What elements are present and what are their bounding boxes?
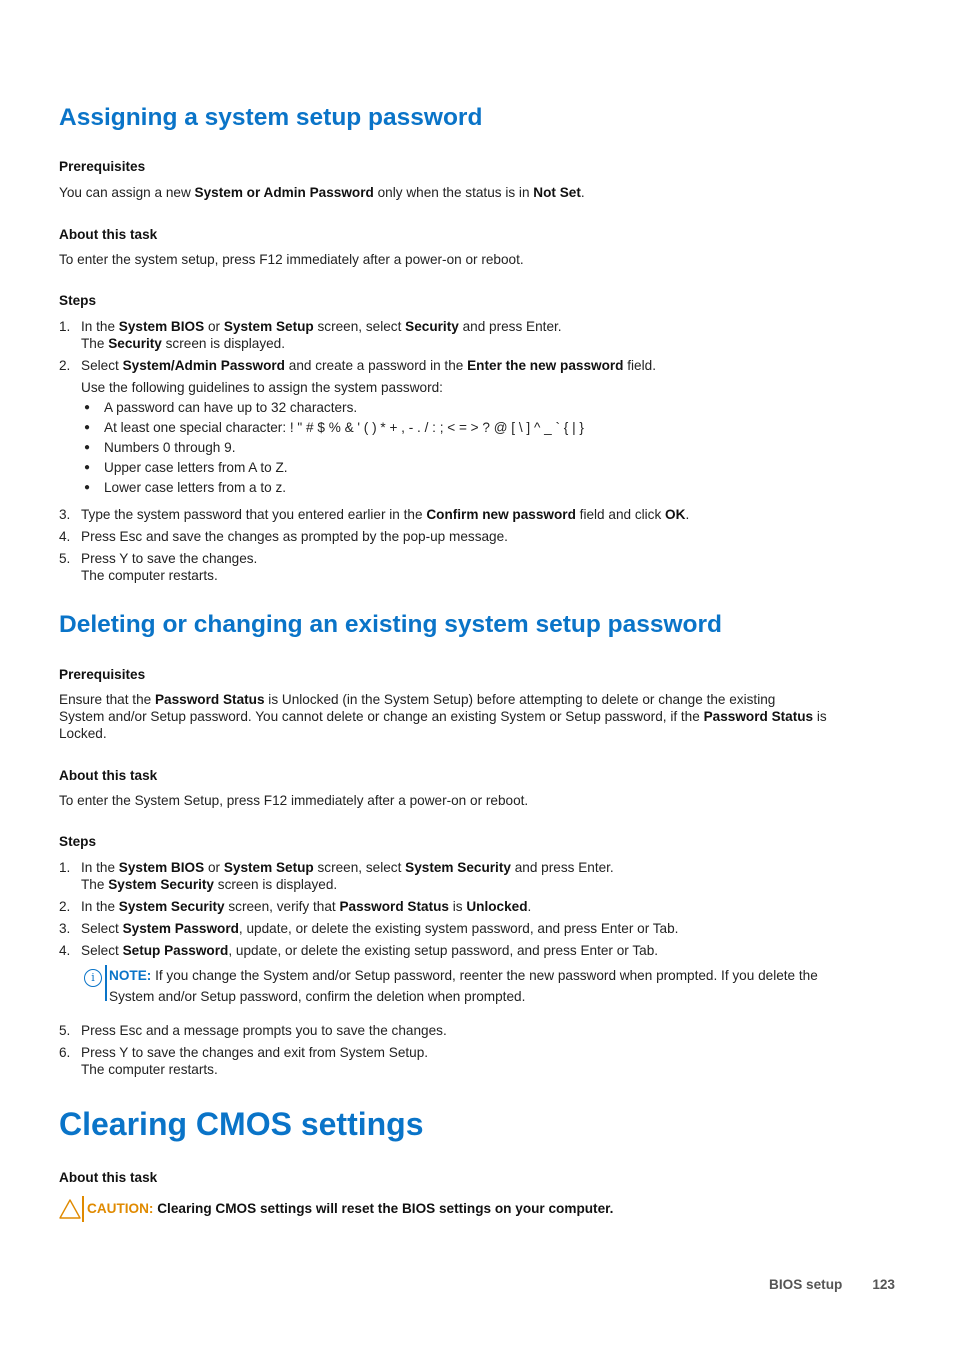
steps-list-continued (59, 1022, 899, 1078)
step-3: 3. Type the system password that you entered earlier in the Confirm new password field and click OK. (59, 507, 690, 522)
step-1: 1. In the System BIOS or System Setup screen, select Security and press Enter. The Security screen is displayed. (59, 319, 562, 351)
warning-triangle-icon (59, 1199, 81, 1219)
password-guidelines-list (59, 399, 899, 499)
section-title: Deleting or changing an existing system setup password (59, 611, 723, 638)
step-5: 5. Press Esc and a message prompts you to save the changes. (59, 1023, 447, 1038)
about-heading: About this task (59, 1170, 158, 1185)
list-item: ● At least one special character: ! " # $ % & ' ( ) * + , - . / : ; < = > ? @ [ \ ] ^ _ ` { | } (84, 420, 584, 435)
step-4: 4. Select Setup Password, update, or delete the existing setup password, and press Enter or Tab. (59, 943, 659, 958)
step-2: 2. Select System/Admin Password and create a password in the Enter the new password field. Use the following guidelines to assign the system password: (59, 358, 656, 395)
caution-label: CAUTION: (87, 1201, 154, 1216)
list-item: ● Upper case letters from A to Z. (84, 460, 288, 475)
steps-list (59, 318, 899, 584)
footer-section: BIOS setup (769, 1277, 843, 1292)
prerequisites-heading: Prerequisites (59, 667, 146, 682)
page-number: 123 (872, 1277, 895, 1292)
about-heading: About this task (59, 768, 158, 783)
steps-heading: Steps (59, 834, 97, 849)
about-text: To enter the system setup, press F12 immediately after a power-on or reboot. (59, 252, 524, 267)
section-title: Clearing CMOS settings (59, 1106, 424, 1142)
list-item: ● Numbers 0 through 9. (84, 440, 236, 455)
page-footer (769, 1276, 895, 1293)
step-3: 3. Select System Password, update, or delete the existing system password, and press Enter or Tab. (59, 921, 679, 936)
prerequisites-heading: Prerequisites (59, 159, 146, 174)
steps-heading: Steps (59, 293, 97, 308)
about-heading: About this task (59, 227, 158, 242)
info-icon: i (84, 969, 102, 987)
note-label: NOTE: (109, 968, 152, 983)
steps-list (59, 859, 899, 959)
prerequisites-text: Ensure that the Password Status is Unlocked (in the System Setup) before attempting to delete or change the existing System and/or Setup password. You cannot delete or change an existing System or Setup password, if the Password Status is Locked. (59, 692, 827, 741)
step-5: 5. Press Y to save the changes. The computer restarts. (59, 551, 258, 583)
list-item: ● A password can have up to 32 characters. (84, 400, 358, 415)
caution-callout: CAUTION: Clearing CMOS settings will reset the BIOS settings on your computer. (59, 1196, 899, 1222)
step-1: 1. In the System BIOS or System Setup screen, select System Security and press Enter. The System Security screen is displayed. (59, 860, 614, 892)
about-text: To enter the System Setup, press F12 immediately after a power-on or reboot. (59, 793, 529, 808)
step-4: 4. Press Esc and save the changes as prompted by the pop-up message. (59, 529, 508, 544)
step-6: 6. Press Y to save the changes and exit from System Setup. The computer restarts. (59, 1045, 429, 1077)
step-2: 2. In the System Security screen, verify that Password Status is Unlocked. (59, 899, 532, 914)
list-item: ● Lower case letters from a to z. (84, 480, 287, 495)
prerequisites-text: You can assign a new System or Admin Password only when the status is in Not Set. (59, 185, 585, 200)
section-title: Assigning a system setup password (59, 104, 483, 131)
